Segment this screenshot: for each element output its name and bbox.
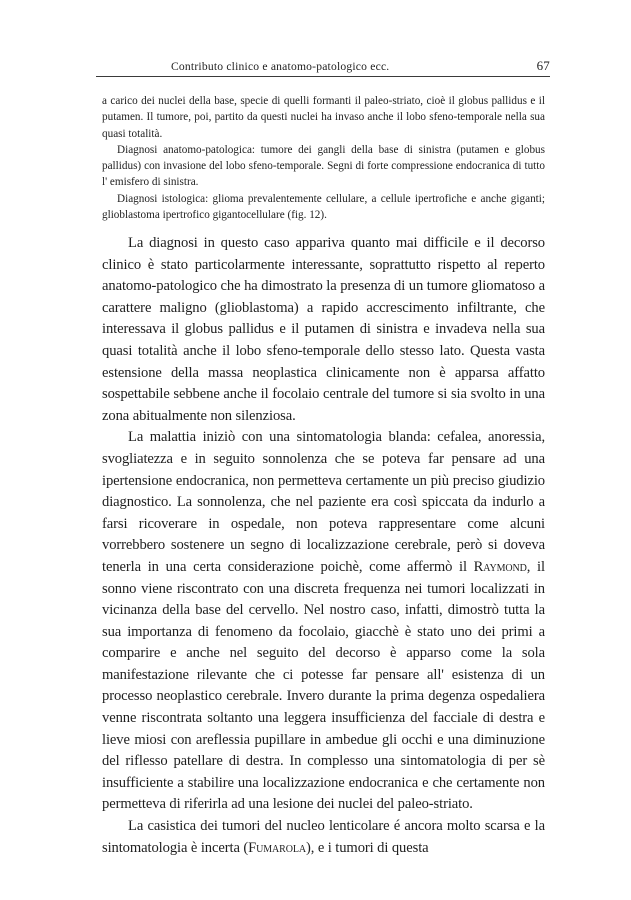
paragraph-2-text-a: La malattia iniziò con una sintomatologia blanda: cefalea, anoressia, svogliatezza e in seguito sonnolenza che se poteva far pensare ad una ipertensione endocranica, non permetteva certamente un più preciso giudizio diagnostico. La sonnolenza, che nel paziente era così spiccata da indurlo a farsi ricoverare in ospedale, non poteva rappresentare come alcuni vorrebbero sostenere un segno di localizzazione cerebrale, però si doveva tenerla in una certa considerazione poichè, come affermò il bbox=[102, 429, 545, 575]
case-notes-continuation: a carico dei nuclei della base, specie di quelli formanti il paleo-striato, cioè il globus pallidus e il putamen. Il tumore, poi, partito da questi nuclei ha invaso anche il lobo sfeno-temporale nella sua quasi totalità. bbox=[102, 95, 545, 140]
author-fumarola: Fumarola bbox=[248, 839, 306, 856]
paragraph-3-text-a: La casistica dei tumori del nucleo lenticolare é ancora molto scarsa e la sintomatologia è incerta ( bbox=[102, 818, 545, 856]
histological-diagnosis: Diagnosi istologica: glioma prevalentemente cellulare, a cellule ipertrofiche e anche giganti; glioblastoma ipertrofico gigantocellulare (fig. 12). bbox=[102, 192, 545, 222]
paragraph-2 bbox=[102, 427, 545, 816]
paragraph-3-text-b: ), e i tumori di questa bbox=[306, 839, 429, 856]
running-title: Contributo clinico e anatomo-patologico ecc. bbox=[171, 60, 390, 73]
paragraph-2-text-b: , il sonno viene riscontrato con una discreta frequenza nei tumori localizzati in vicinanza della base del cervello. Nel nostro caso, infatti, dimostrò tutta la sua importanza di fenomeno da focolaio, giacchè è stato uno dei primi a comparire e anche nel seguito del decorso è apparso come la sola manifestazione rilevante che ci potesse far pensare all' esistenza di un processo neoplastico cerebrale. Invero durante la prima degenza ospedaliera venne riscontrata soltanto una leggera insufficienza del facciale di destra e lieve miosi con areflessia pupillare in ambedue gli occhi e una diminuzione del riflesso patellare di destra. In complesso una sintomatologia di per sè insufficiente a stabilire una localizzazione endocranica e che certamente non permetteva di riferirla ad una lesione dei nuclei del paleo-striato. bbox=[102, 558, 545, 813]
running-header bbox=[96, 56, 550, 78]
page-number: 67 bbox=[536, 58, 550, 73]
paragraph-3 bbox=[102, 816, 545, 859]
case-notes bbox=[102, 93, 545, 223]
paragraph-1: La diagnosi in questo caso appariva quanto mai difficile e il decorso clinico è stato particolarmente interessante, soprattutto rispetto al reperto anatomo-patologico che ha dimostrato la presenza di un tumore gliomatoso a carattere maligno (glioblastoma) a rapido accrescimento infiltrante, che interessava il globus pallidus e il putamen di sinistra e invadeva nella sua quasi totalità anche il lobo sfeno-temporale dello stesso lato. Questa vasta estensione della massa neoplastica clinicamente non è apparsa affatto sospettabile sebbene anche il focolaio centrale del tumore si sia svolto in una zona abitualmente non silenziosa. bbox=[102, 235, 545, 424]
header-rule bbox=[96, 76, 550, 77]
author-raymond: Raymond bbox=[473, 558, 527, 575]
body-text bbox=[102, 233, 545, 859]
anatomo-pathological-diagnosis: Diagnosi anatomo-patologica: tumore dei gangli della base di sinistra (putamen e globus pallidus) con invasione del lobo sfeno-temporale. Segni di forte compressione endocranica di tutto l' emisfero di sinistra. bbox=[102, 143, 545, 189]
